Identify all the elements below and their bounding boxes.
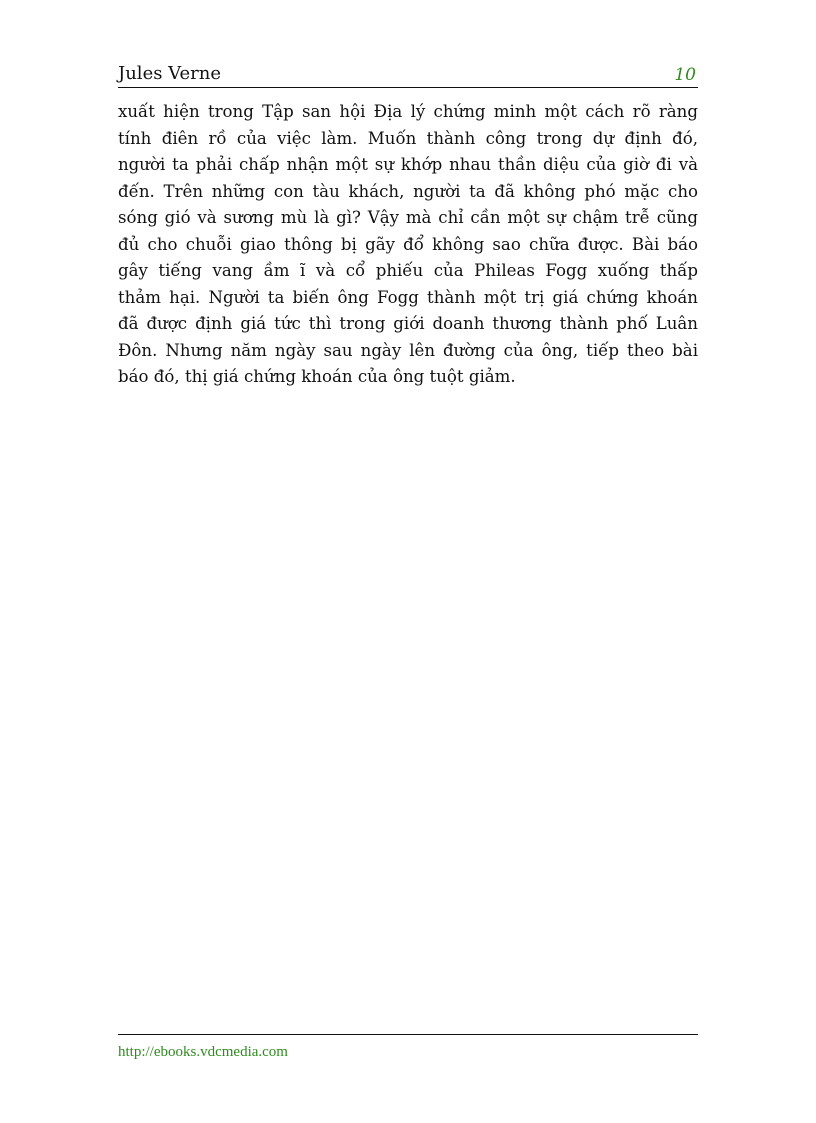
header-divider: [118, 87, 698, 88]
body-line: thảm hại. Người ta biến ông Fogg thành một trị giá chứng khoán: [118, 287, 698, 307]
body-paragraph: [118, 99, 698, 391]
body-line: tính điên rồ của việc làm. Muốn thành công trong dự định đó,: [118, 128, 698, 148]
body-line: đã được định giá tức thì trong giới doanh thương thành phố Luân: [118, 314, 698, 333]
body-line: đến. Trên những con tàu khách, người ta đã không phó mặc cho: [118, 181, 698, 201]
body-line: đủ cho chuỗi giao thông bị gãy đổ không sao chữa được. Bài báo: [118, 234, 698, 254]
body-line: sóng gió và sương mù là gì? Vậy mà chỉ cần một sự chậm trễ cũng: [118, 208, 698, 227]
footer-url-link[interactable]: http://ebooks.vdcmedia.com: [118, 1044, 288, 1060]
page-number: 10: [674, 65, 696, 85]
header-author: Jules Verne: [118, 63, 222, 84]
footer-divider: [118, 1034, 698, 1035]
body-line: báo đó, thị giá chứng khoán của ông tuột giảm.: [118, 367, 516, 386]
body-line: xuất hiện trong Tập san hội Địa lý chứng minh một cách rõ ràng: [118, 102, 698, 121]
body-line: gây tiếng vang ầm ĩ và cổ phiếu của Phileas Fogg xuống thấp: [118, 261, 698, 280]
body-line: Đôn. Nhưng năm ngày sau ngày lên đường của ông, tiếp theo bài: [118, 340, 698, 360]
page-header: [118, 62, 698, 88]
body-line: người ta phải chấp nhận một sự khớp nhau thần diệu của giờ đi và: [118, 155, 698, 174]
